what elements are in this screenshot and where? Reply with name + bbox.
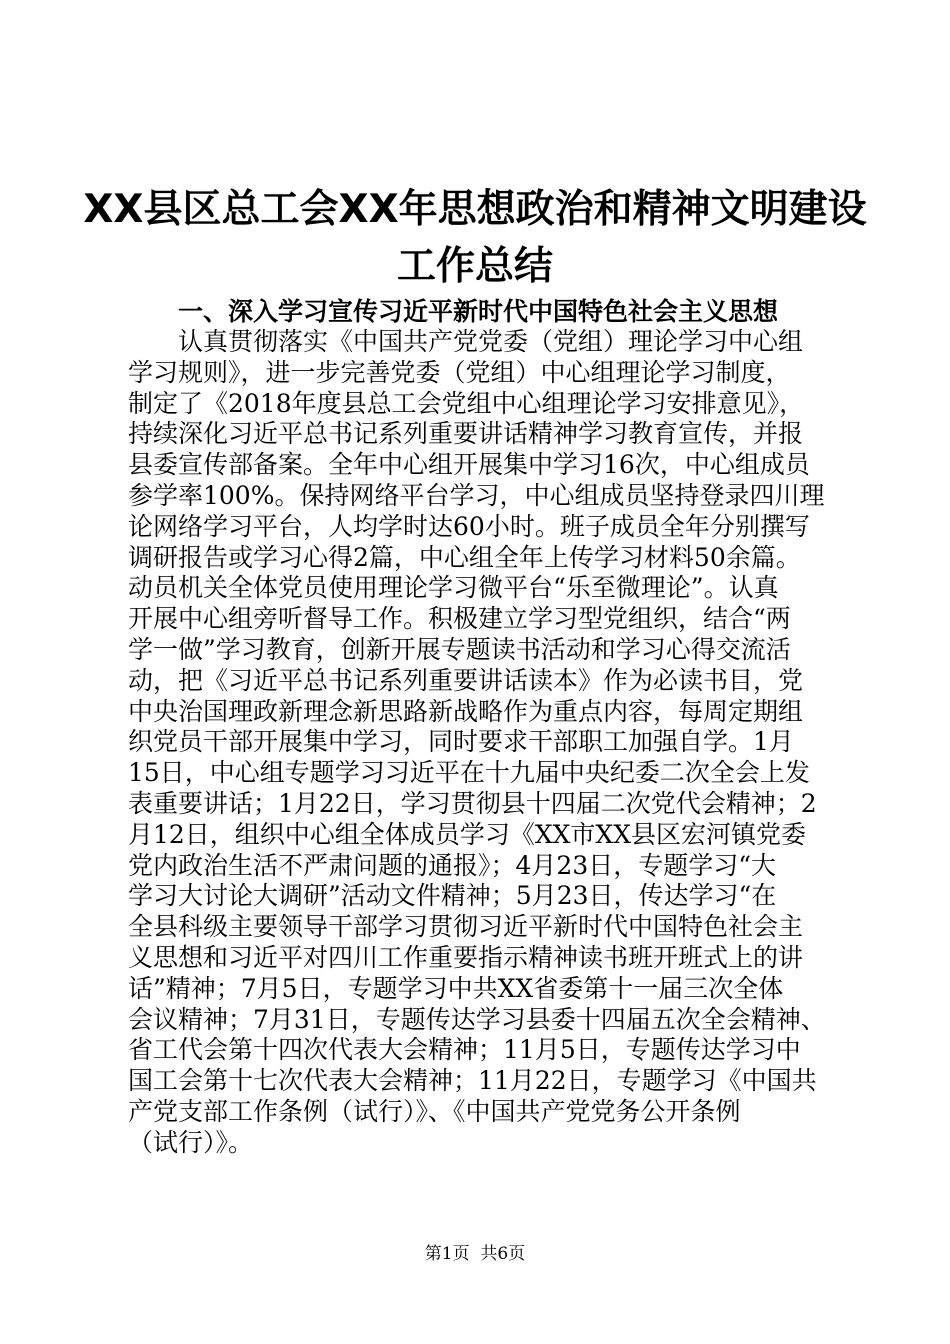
page-total: 共6页 [480,1244,526,1264]
paragraph-line: 学习规则》，进一步完善党委（党组）中心组理论学习制度， [128,357,791,387]
paragraph-line: 参学率100%。保持网络平台学习，中心组成员坚持登录四川理 [128,480,825,510]
paragraph-line: 省工代会第十四次代表大会精神；11月5日，专题传达学习中 [128,1035,801,1065]
paragraph-line: 义思想和习近平对四川工作重要指示精神读书班开班式上的讲 [128,942,804,972]
paragraph-line: 动员机关全体党员使用理论学习微平台“乐至微理论”。认真 [128,573,779,603]
paragraph-line: 调研报告或学习心得2篇，中心组全年上传学习材料50余篇。 [128,542,801,572]
paragraph-line: 论网络学习平台，人均学时达60小时。班子成员全年分别撰写 [128,511,810,541]
section-heading: 一、深入学习宣传习近平新时代中国特色社会主义思想 [178,297,779,326]
paragraph-line: 中央治国理政新理念新思路新战略作为重点内容，每周定期组 [128,696,804,726]
paragraph-line: 国工会第十七次代表大会精神；11月22日，专题学习《中国共 [128,1066,817,1096]
paragraph-line: 15日，中心组专题学习习近平在十九届中央纪委二次全会上发 [128,758,810,788]
paragraph-line: 话”精神；7月5日，专题学习中共XX省委第十一届三次全体 [128,973,784,1003]
paragraph-line: 动，把《习近平总书记系列重要讲话读本》作为必读书目，党 [128,665,804,695]
page-footer [0,1243,950,1265]
paragraph-line: 持续深化习近平总书记系列重要讲话精神学习教育宣传，并报 [128,419,804,449]
paragraph-line: 会议精神；7月31日，专题传达学习县委十四届五次全会精神、 [128,1004,826,1034]
paragraph-line: 党内政治生活不严肃问题的通报》；4月23日，专题学习“大 [128,850,777,880]
paragraph-line: 全县科级主要领导干部学习贯彻习近平新时代中国特色社会主 [128,912,804,942]
paragraph-line: 县委宣传部备案。全年中心组开展集中学习16次，中心组成员 [128,450,810,480]
page-number: 第1页 [424,1244,470,1264]
body-paragraph [128,327,850,1159]
paragraph-line: 产党支部工作条例（试行）》、《中国共产党党务公开条例 [128,1096,741,1126]
paragraph-line: 月12日，组织中心组全体成员学习《XX市XX县区宏河镇党委 [128,819,807,849]
paragraph-line: 制定了《2018年度县总工会党组中心组理论学习安排意见》， [128,388,805,418]
paragraph-line: 认真贯彻落实《中国共产党党委（党组）理论学习中心组 [178,327,804,356]
paragraph-line: 学习大讨论大调研”活动文件精神；5月23日，传达学习“在 [128,881,777,911]
paragraph-line: 织党员干部开展集中学习，同时要求干部职工加强自学。1月 [128,727,794,757]
paragraph-line: 开展中心组旁听督导工作。积极建立学习型党组织，结合“两 [128,604,791,634]
document-title-line-1: XX县区总工会XX年思想政治和精神文明建设 [83,187,867,232]
paragraph-line: 学一做”学习教育，创新开展专题读书活动和学习心得交流活 [128,634,791,664]
paragraph-line: 表重要讲话；1月22日，学习贯彻县十四届二次党代会精神；2 [128,788,817,818]
paragraph-line: （试行）》。 [128,1127,254,1157]
document-title-line-2: 工作总结 [396,244,553,289]
